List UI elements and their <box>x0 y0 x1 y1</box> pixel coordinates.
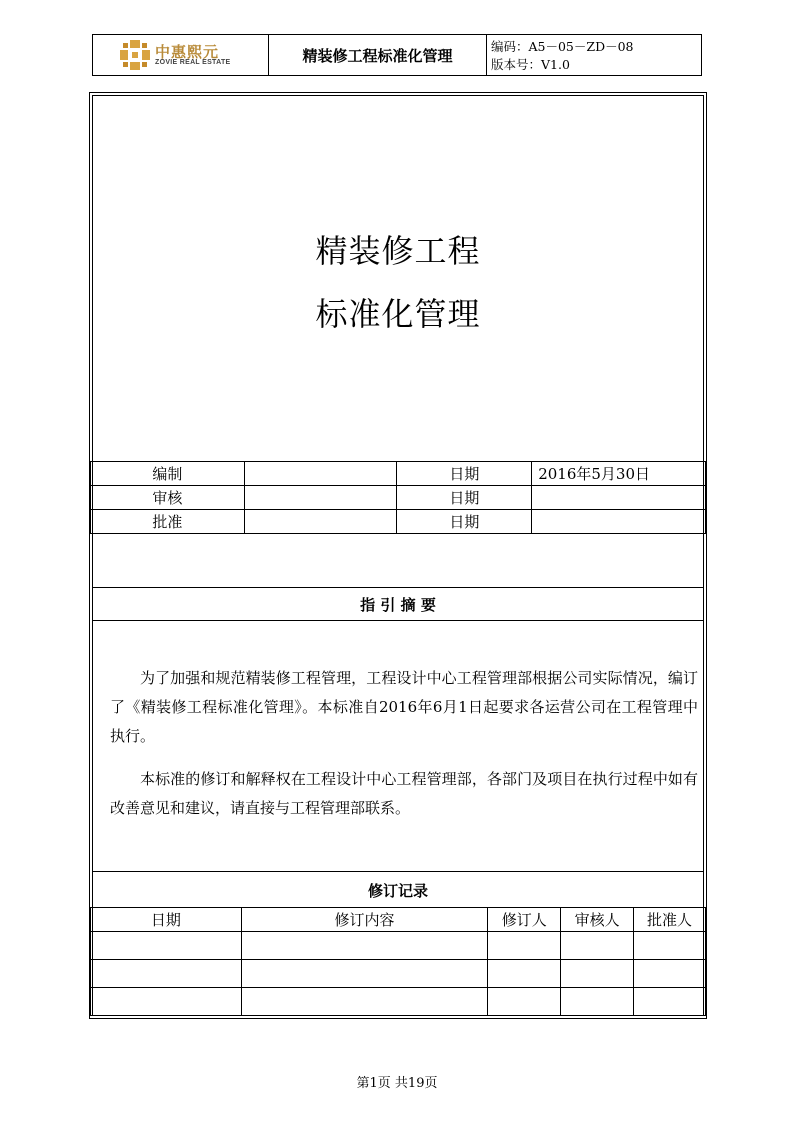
column-header: 批准人 <box>634 908 706 932</box>
revision-table <box>90 907 706 1016</box>
revision-heading: 修订记录 <box>367 882 428 900</box>
table-cell <box>488 960 561 988</box>
table-cell <box>561 932 634 960</box>
table-cell <box>241 988 488 1016</box>
date-label-cell: 日期 <box>397 486 532 510</box>
document-header <box>92 34 702 76</box>
date-value-cell <box>532 510 706 534</box>
table-cell <box>561 960 634 988</box>
cover-title-line1: 精装修工程 <box>315 232 481 270</box>
approval-table <box>90 461 706 534</box>
date-value-cell <box>532 486 706 510</box>
logo-english-name: ZOVIE REAL ESTATE <box>155 59 231 66</box>
divider <box>92 587 704 588</box>
table-row <box>91 462 706 486</box>
date-value-cell: 2016年5月30日 <box>532 462 706 486</box>
role-cell: 审核 <box>91 486 245 510</box>
column-header: 修订人 <box>488 908 561 932</box>
role-cell: 批准 <box>91 510 245 534</box>
table-cell <box>241 932 488 960</box>
summary-paragraph-2: 本标准的修订和解释权在工程设计中心工程管理部，各部门及项目在执行过程中如有改善意见和建议，请直接与工程管理部联系。 <box>110 770 698 817</box>
table-row <box>91 486 706 510</box>
signature-cell <box>244 510 397 534</box>
table-cell <box>241 960 488 988</box>
table-cell <box>634 960 706 988</box>
table-row <box>91 932 706 960</box>
header-doc-title: 精装修工程标准化管理 <box>269 35 487 75</box>
table-cell <box>91 932 242 960</box>
doc-code: 编码：A5－05－ZD－08 <box>491 39 634 54</box>
column-header: 修订内容 <box>241 908 488 932</box>
logo-cell <box>93 35 269 75</box>
signature-cell <box>244 462 397 486</box>
table-cell <box>634 932 706 960</box>
page-number: 第1页 共19页 <box>356 1076 438 1091</box>
date-label-cell: 日期 <box>397 462 532 486</box>
date-label-cell: 日期 <box>397 510 532 534</box>
doc-version: 版本号：V1.0 <box>491 57 570 72</box>
table-cell <box>91 988 242 1016</box>
table-cell <box>634 988 706 1016</box>
table-row <box>91 988 706 1016</box>
table-cell <box>488 932 561 960</box>
role-cell: 编制 <box>91 462 245 486</box>
table-cell <box>561 988 634 1016</box>
column-header: 审核人 <box>561 908 634 932</box>
table-header-row <box>91 908 706 932</box>
summary-heading: 指 引 摘 要 <box>360 596 436 614</box>
company-logo-icon <box>119 39 151 71</box>
header-meta <box>487 35 701 75</box>
divider <box>92 620 704 621</box>
logo-chinese-name: 中惠熙元 <box>155 43 220 61</box>
column-header: 日期 <box>91 908 242 932</box>
divider <box>92 871 704 872</box>
table-row <box>91 510 706 534</box>
table-cell <box>488 988 561 1016</box>
signature-cell <box>244 486 397 510</box>
table-row <box>91 960 706 988</box>
table-cell <box>91 960 242 988</box>
summary-paragraph-1: 为了加强和规范精装修工程管理，工程设计中心工程管理部根据公司实际情况，编订了《精装修工程标准化管理》。本标准自2016年6月1日起要求各运营公司在工程管理中执行。 <box>110 669 698 745</box>
cover-title-line2: 标准化管理 <box>315 295 481 333</box>
